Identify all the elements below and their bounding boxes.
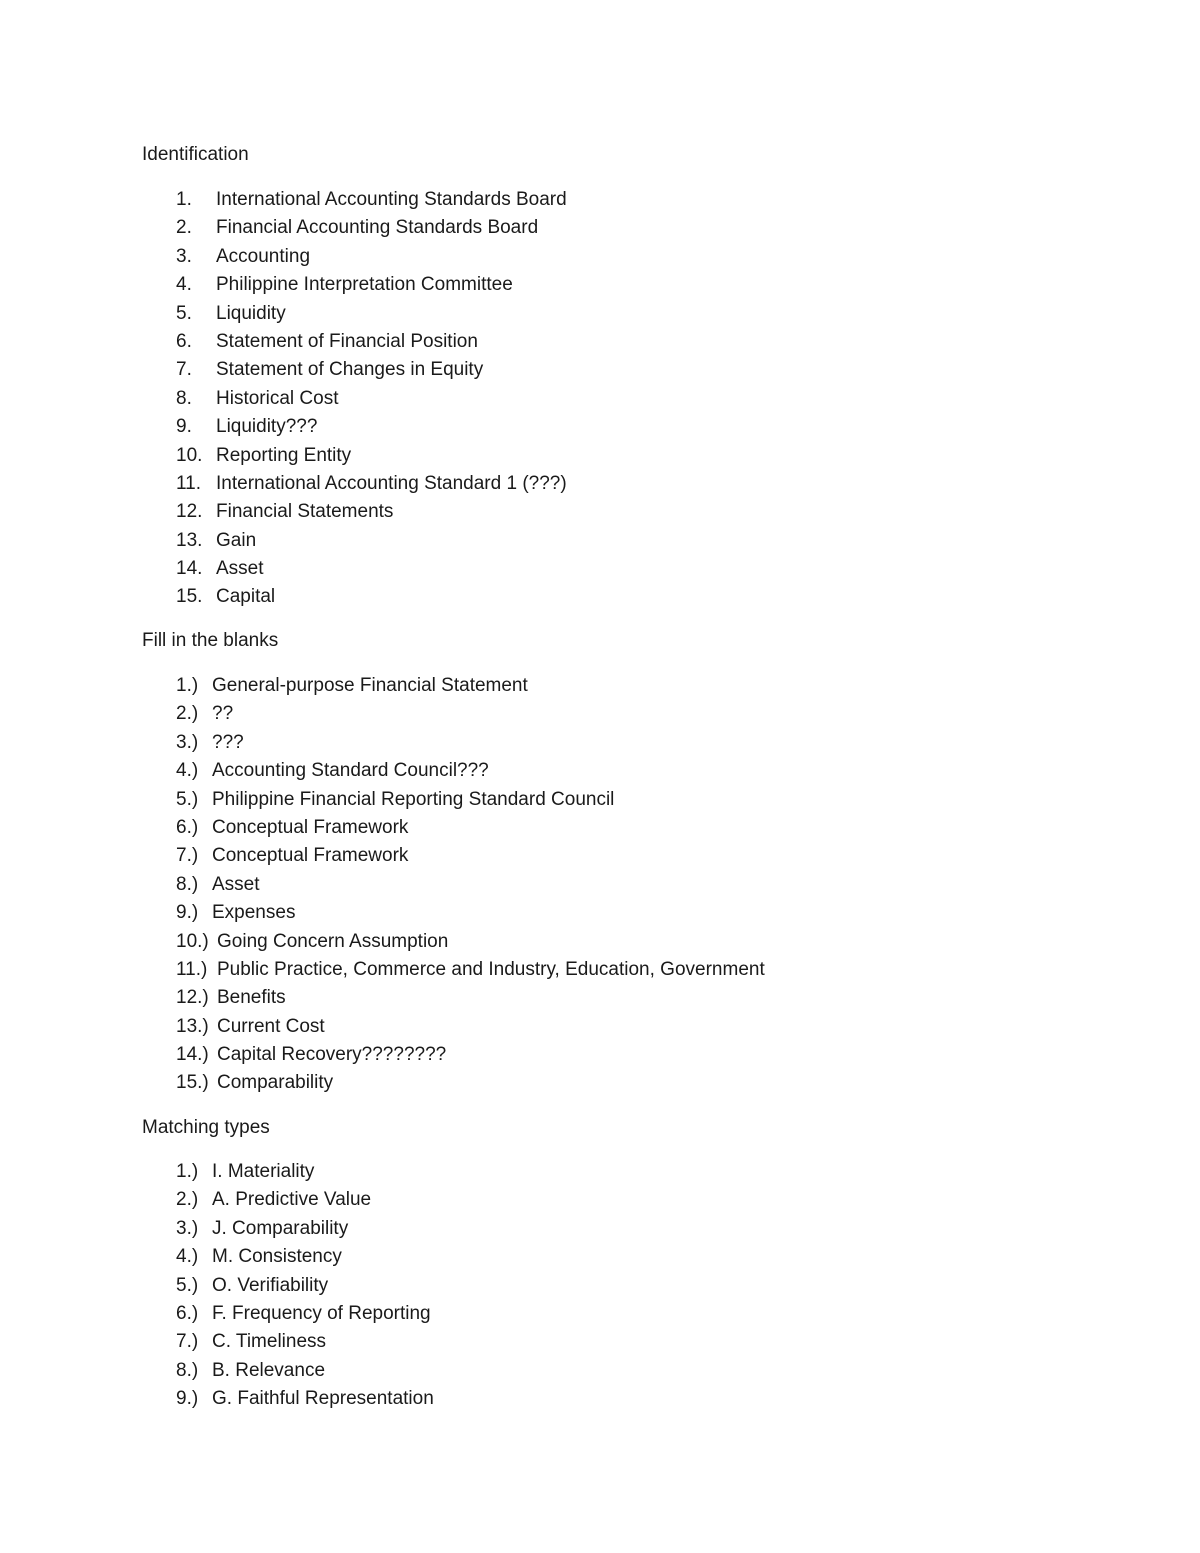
list-item-text: Benefits: [217, 987, 286, 1009]
list-item-text: Historical Cost: [216, 387, 339, 409]
list-item-text: Gain: [216, 529, 257, 551]
list-item-text: Public Practice, Commerce and Industry, Education, Government: [217, 958, 765, 980]
section-heading-matching-types: Matching types: [142, 1117, 270, 1138]
list-item-text: ???: [212, 731, 244, 753]
list-item-text: Liquidity???: [216, 416, 318, 438]
list-item-number: 13.: [176, 529, 203, 551]
section-heading-identification: Identification: [142, 144, 249, 165]
list-item-text: Reporting Entity: [216, 444, 352, 466]
list-item-text: International Accounting Standards Board: [216, 189, 567, 210]
section-heading-fill-in-the-blanks: Fill in the blanks: [142, 630, 279, 651]
list-item-number: 6.: [176, 330, 192, 352]
list-item-text: Asset: [212, 873, 260, 895]
list-item-number: 8.): [176, 873, 199, 895]
list-item-number: 7.: [176, 359, 192, 381]
list-item-text: International Accounting Standard 1 (???): [216, 472, 567, 494]
list-item-text: M. Consistency: [212, 1246, 342, 1268]
list-item-number: 14.): [176, 1044, 209, 1066]
list-item-text: ??: [212, 703, 234, 725]
list-item-text: Accounting Standard Council???: [212, 760, 489, 782]
list-item-number: 6.): [176, 1302, 199, 1324]
list-item-number: 5.): [176, 788, 199, 810]
list-item-text: G. Faithful Representation: [212, 1388, 434, 1410]
list-item-number: 8.: [176, 387, 192, 409]
list-item-number: 10.): [176, 930, 209, 952]
list-item-number: 4.: [176, 274, 192, 296]
list-item-text: Financial Statements: [216, 501, 394, 523]
list-item-text: Expenses: [212, 902, 296, 924]
list-item-text: Financial Accounting Standards Board: [216, 217, 539, 239]
list-item-text: Conceptual Framework: [212, 816, 409, 838]
list-item-text: Going Concern Assumption: [217, 930, 449, 952]
list-item-text: Capital Recovery????????: [217, 1044, 447, 1066]
list-item-text: Liquidity: [216, 302, 286, 324]
list-item-text: F. Frequency of Reporting: [212, 1302, 431, 1324]
list-item-number: 13.): [176, 1015, 209, 1037]
list-item-text: Current Cost: [217, 1015, 325, 1037]
list-item-number: 8.): [176, 1359, 199, 1381]
list-item-number: 2.): [176, 1189, 199, 1211]
list-item-text: A. Predictive Value: [212, 1189, 372, 1211]
list-item-text: I. Materiality: [212, 1161, 315, 1182]
list-item-number: 2.: [176, 217, 192, 239]
list-item-text: O. Verifiability: [212, 1274, 329, 1296]
list-item-text: B. Relevance: [212, 1359, 326, 1381]
list-item-text: General-purpose Financial Statement: [212, 675, 528, 696]
list-item-number: 15.): [176, 1072, 209, 1094]
list-item-number: 7.): [176, 845, 199, 867]
list-item-number: 11.: [176, 472, 202, 494]
list-item-number: 3.): [176, 1217, 199, 1239]
list-item-text: J. Comparability: [212, 1217, 349, 1239]
list-item-number: 3.: [176, 245, 192, 267]
list-item-number: 9.): [176, 1388, 199, 1410]
list-item-number: 9.): [176, 902, 199, 924]
list-item-text: Comparability: [217, 1072, 334, 1094]
list-item-number: 1.: [176, 189, 192, 210]
list-item-number: 14.: [176, 558, 203, 580]
list-item-number: 7.): [176, 1331, 199, 1353]
list-item-number: 4.): [176, 760, 199, 782]
list-item-number: 4.): [176, 1246, 199, 1268]
list-item-number: 5.: [176, 302, 192, 324]
list-item-number: 12.): [176, 987, 209, 1009]
list-item-number: 3.): [176, 731, 199, 753]
list-item-number: 11.): [176, 958, 208, 980]
list-item-number: 12.: [176, 501, 203, 523]
list-item-text: Philippine Financial Reporting Standard Council: [212, 788, 615, 810]
list-item-number: 2.): [176, 703, 199, 725]
list-item-text: Asset: [216, 558, 264, 580]
list-item-text: Capital: [216, 586, 276, 608]
list-item-text: Statement of Changes in Equity: [216, 359, 484, 381]
list-item-text: Philippine Interpretation Committee: [216, 274, 513, 296]
list-item-text: Statement of Financial Position: [216, 330, 478, 352]
list-item-text: Accounting: [216, 245, 311, 267]
list-item-number: 6.): [176, 816, 199, 838]
list-item-number: 10.: [176, 444, 203, 466]
list-item-number: 1.): [176, 1161, 199, 1182]
list-item-number: 9.: [176, 416, 192, 438]
list-item-text: Conceptual Framework: [212, 845, 409, 867]
list-item-text: C. Timeliness: [212, 1331, 327, 1353]
list-item-number: 1.): [176, 675, 199, 696]
list-item-number: 15.: [176, 586, 203, 608]
list-item-number: 5.): [176, 1274, 199, 1296]
